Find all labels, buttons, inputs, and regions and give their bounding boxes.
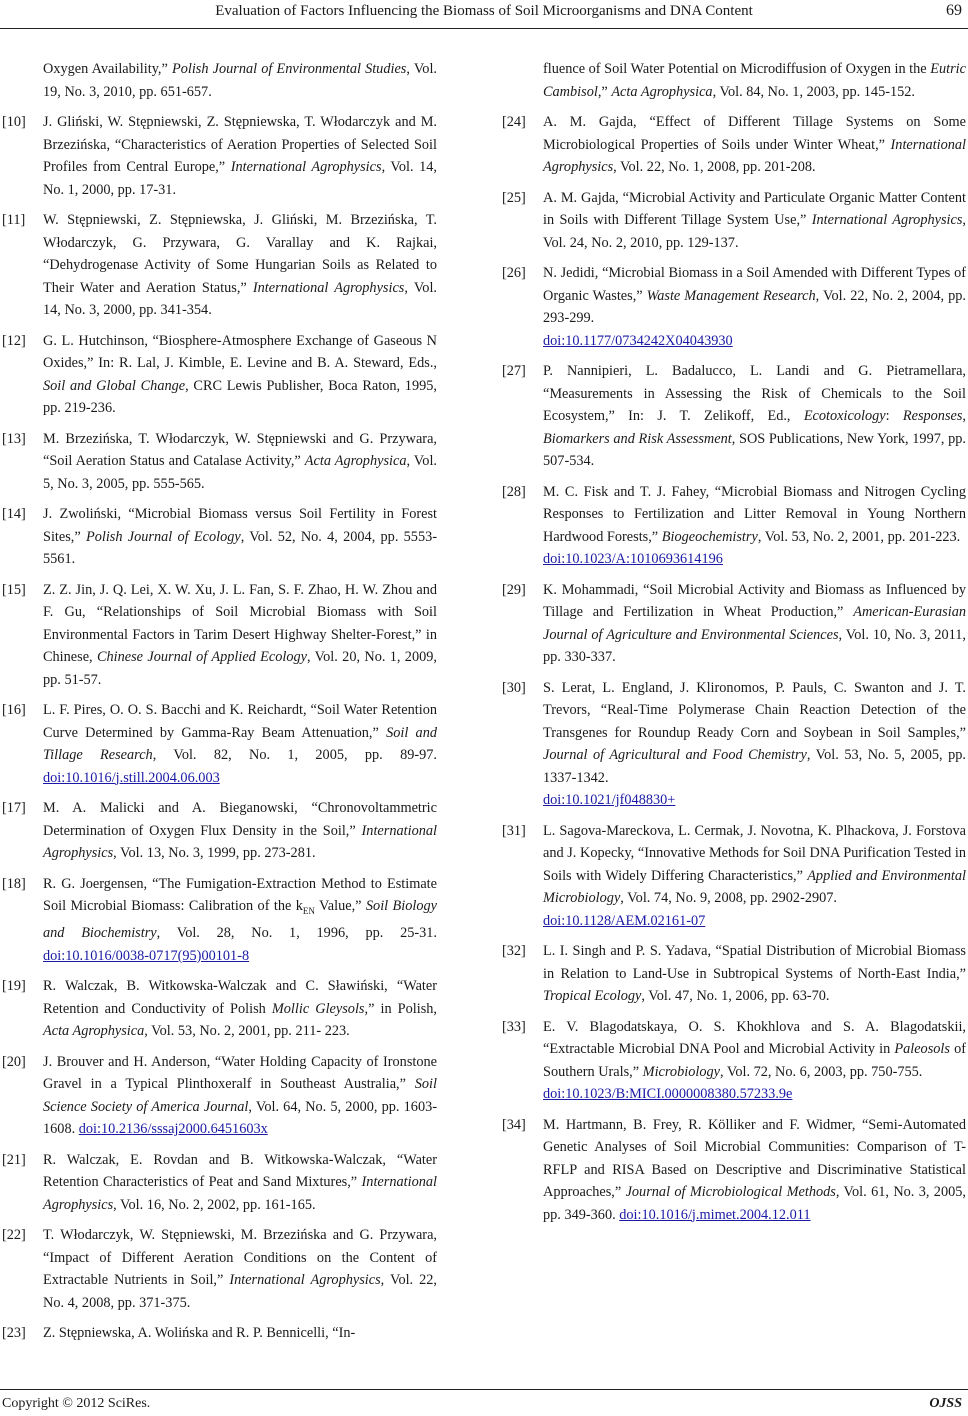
doi-link[interactable]: doi:10.1128/AEM.02161-07: [543, 912, 706, 929]
page-footer: [0, 1389, 968, 1416]
references-left-column: [2, 58, 437, 1353]
reference-continued: Oxygen Availability,” Polish Journal of Environmental Studies, Vol. 19, No. 3, 2010, pp. 651-657.: [43, 61, 437, 100]
journal-abbreviation: OJSS: [929, 1396, 962, 1411]
reference-28: [28] M. C. Fisk and T. J. Fahey, “Microbial Biomass and Nitrogen Cycling Responses to Fertilization and Litter Removal in Young Northern Hardwood Forests,” Biogeochemistry, Vol. 53, No. 2, 2001, pp. 201-223. doi:10.1023/A:1010693614196: [502, 483, 966, 567]
doi-link[interactable]: doi:10.1023/A:1010693614196: [543, 551, 723, 567]
reference-22: [22] T. Włodarczyk, W. Stępniewski, M. Brzezińska and G. Przywara, “Impact of Different Aeration Conditions on the Content of Extractable Nutrients in Soil,” International Agrophysics, Vol. 22, No. 4, 2008, pp. 371-375.: [2, 1227, 437, 1311]
reference-18: [18] R. G. Joergensen, “The Fumigation-Extraction Method to Estimate Soil Microbial Biomass: Calibration of the $k_{EN}$ Value,” Soil Biology and Biochemistry, Vol. 28, No. 1, 1996, pp. 25-31. doi:10.1016/0038-0717(95)00101-8: [2, 875, 437, 964]
reference-24: [24] A. M. Gajda, “Effect of Different Tillage Systems on Some Microbiological Properties of Soils under Winter Wheat,” International Agrophysics, Vol. 22, No. 1, 2008, pp. 201-208.: [502, 114, 966, 175]
reference-30: [30] S. Lerat, L. England, J. Klironomos, P. Pauls, C. Swanton and J. T. Trevors, “Real-Time Polymerase Chain Reaction Detection of the Transgenes for Roundup Ready Corn and Soybean in Soil Samples,” Journal of Agricultural and Food Chemistry, Vol. 53, No. 5, 2005, pp. 1337-1342. doi:10.1021/jf048830+: [502, 679, 966, 808]
doi-link[interactable]: doi:10.1016/0038-0717(95)00101-8: [43, 947, 250, 964]
reference-25: [25] A. M. Gajda, “Microbial Activity and Particulate Organic Matter Content in Soils with Different Tillage System Use,” International Agrophysics, Vol. 24, No. 2, 2010, pp. 129-137.: [502, 189, 966, 251]
reference-19: [19] R. Walczak, B. Witkowska-Walczak and C. Sławiński, “Water Retention and Conductivity of Polish Mollic Gleysols,” in Polish, Acta Agrophysica, Vol. 53, No. 2, 2001, pp. 211- 223.: [2, 978, 437, 1040]
reference-29: [29] K. Mohammadi, “Soil Microbial Activity and Biomass as Influenced by Tillage and Fertilization in Wheat Production,” American-Eurasian Journal of Agriculture and Environmental Sciences, Vol. 10, No. 3, 2011, pp. 330-337.: [502, 581, 966, 665]
reference-17: [17] M. A. Malicki and A. Bieganowski, “Chronovoltammetric Determination of Oxygen Flux Density in the Soil,” International Agrophysics, Vol. 13, No. 3, 1999, pp. 273-281.: [2, 800, 437, 861]
copyright-notice: Copyright © 2012 SciRes.: [2, 1396, 151, 1411]
running-header: [0, 0, 968, 29]
reference-21: [21] R. Walczak, E. Rovdan and B. Witkowska-Walczak, “Water Retention Characteristics of Peat and Sand Mixtures,” International Agrophysics, Vol. 16, No. 2, 2002, pp. 161-165.: [2, 1151, 437, 1213]
doi-link[interactable]: doi:10.1016/j.mimet.2004.12.011: [619, 1206, 811, 1223]
reference-34: [34] M. Hartmann, B. Frey, R. Kölliker and F. Widmer, “Semi-Automated Genetic Analyses of Soil Microbial Communities: Comparison of T-RFLP and RISA Based on Descriptive and Discriminative Statistical Approaches,” Journal of Microbiological Methods, Vol. 61, No. 3, 2005, pp. 349-360. doi:10.1016/j.mimet.2004.12.011: [502, 1116, 966, 1223]
reference-16: [16] L. F. Pires, O. O. S. Bacchi and K. Reichardt, “Soil Water Retention Curve Determined by Gamma-Ray Beam Attenuation,” Soil and Tillage Research, Vol. 82, No. 1, 2005, pp. 89-97. doi:10.1016/j.still.2004.06.003: [2, 702, 437, 786]
doi-link[interactable]: doi:10.2136/sssaj2000.6451603x: [78, 1121, 268, 1138]
doi-link[interactable]: doi:10.1177/0734242X04043930: [543, 332, 733, 349]
reference-32: [32] L. I. Singh and P. S. Yadava, “Spatial Distribution of Microbial Biomass in Relation to Land-Use in Subtropical Systems of North-East India,” Tropical Ecology, Vol. 47, No. 1, 2006, pp. 63-70.: [502, 943, 966, 1004]
reference-15: [15] Z. Z. Jin, J. Q. Lei, X. W. Xu, J. L. Fan, S. F. Zhao, H. W. Zhou and F. Gu, “Relationships of Soil Microbial Biomass with Soil Environmental Factors in Tarim Desert Highway Shelter-Forest,” in Chinese, Chinese Journal of Applied Ecology, Vol. 20, No. 1, 2009, pp. 51-57.: [2, 581, 437, 688]
reference-31: [31] L. Sagova-Mareckova, L. Cermak, J. Novotna, K. Plhackova, J. Forstova and J. Kopecky, “Innovative Methods for Soil DNA Purification Tested in Soils with Widely Differing Characteristics,” Applied and Environmental Microbiology, Vol. 74, No. 9, 2008, pp. 2902-2907. doi:10.1128/AEM.02161-07: [502, 822, 967, 929]
doi-link[interactable]: doi:10.1021/jf048830+: [543, 792, 676, 808]
running-title: Evaluation of Factors Influencing the Biomass of Soil Microorganisms and DNA Content: [215, 3, 753, 19]
page-number: 69: [946, 2, 962, 19]
reference-11: [11] W. Stępniewski, Z. Stępniewska, J. Gliński, M. Brzezińska, T. Włodarczyk, G. Przywara, G. Varallay and K. Rajkai, “Dehydrogenase Activity of Some Hungarian Soils as Related to Their Water and Aeration Status,” International Agrophysics, Vol. 14, No. 3, 2000, pp. 341-354.: [2, 212, 437, 318]
reference-33: [33] E. V. Blagodatskaya, O. S. Khokhlova and S. A. Blagodatskii, “Extractable Microbial DNA Pool and Microbial Activity in Paleosols of Southern Urals,” Microbiology, Vol. 72, No. 6, 2003, pp. 750-755. doi:10.1023/B:MICI.0000008380.57233.9e: [502, 1018, 966, 1102]
reference-23: [23] Z. Stępniewska, A. Wolińska and R. P. Bennicelli, “In-: [2, 1325, 356, 1342]
references-right-column: [502, 58, 966, 1234]
reference-14: [14] J. Zwoliński, “Microbial Biomass versus Soil Fertility in Forest Sites,” Polish Journal of Ecology, Vol. 52, No. 4, 2004, pp. 5553-5561.: [2, 506, 437, 567]
reference-26: [26] N. Jedidi, “Microbial Biomass in a Soil Amended with Different Types of Organic Wastes,” Waste Management Research, Vol. 22, No. 2, 2004, pp. 293-299. doi:10.1177/0734242X04043930: [502, 265, 966, 349]
reference-13: [13] M. Brzezińska, T. Włodarczyk, W. Stępniewski and G. Przywara, “Soil Aeration Status and Catalase Activity,” Acta Agrophysica, Vol. 5, No. 3, 2005, pp. 555-565.: [2, 430, 437, 492]
reference-10: [10] J. Gliński, W. Stępniewski, Z. Stępniewska, T. Włodarczyk and M. Brzezińska, “Characteristics of Aeration Properties of Selected Soil Profiles from Central Europe,” International Agrophysics, Vol. 14, No. 1, 2000, pp. 17-31.: [2, 114, 437, 198]
doi-link[interactable]: doi:10.1023/B:MICI.0000008380.57233.9e: [543, 1086, 793, 1102]
reference-12: [12] G. L. Hutchinson, “Biosphere-Atmosphere Exchange of Gaseous N Oxides,” In: R. Lal, J. Kimble, E. Levine and B. A. Steward, Eds., Soil and Global Change, CRC Lewis Publisher, Boca Raton, 1995, pp. 219-236.: [2, 332, 437, 416]
reference-20: [20] J. Brouver and H. Anderson, “Water Holding Capacity of Ironstone Gravel in a Typical Plinthoxeralf in Southeast Australia,” Soil Science Society of America Journal, Vol. 64, No. 5, 2000, pp. 1603-1608. doi:10.2136/sssaj2000.6451603x: [2, 1053, 438, 1138]
reference-continued: fluence of Soil Water Potential on Microdiffusion of Oxygen in the Eutric Cambisol,” Acta Agrophysica, Vol. 84, No. 1, 2003, pp. 145-152.: [543, 61, 966, 100]
doi-link[interactable]: doi:10.1016/j.still.2004.06.003: [43, 769, 220, 786]
reference-27: [27] P. Nannipieri, L. Badalucco, L. Landi and G. Pietramellara, “Measurements in Assessing the Risk of Chemicals to the Soil Ecosystem,” In: J. T. Zelikoff, Ed., Ecotoxicology: Responses, Biomarkers and Risk Assessment, SOS Publications, New York, 1997, pp. 507-534.: [502, 363, 967, 469]
